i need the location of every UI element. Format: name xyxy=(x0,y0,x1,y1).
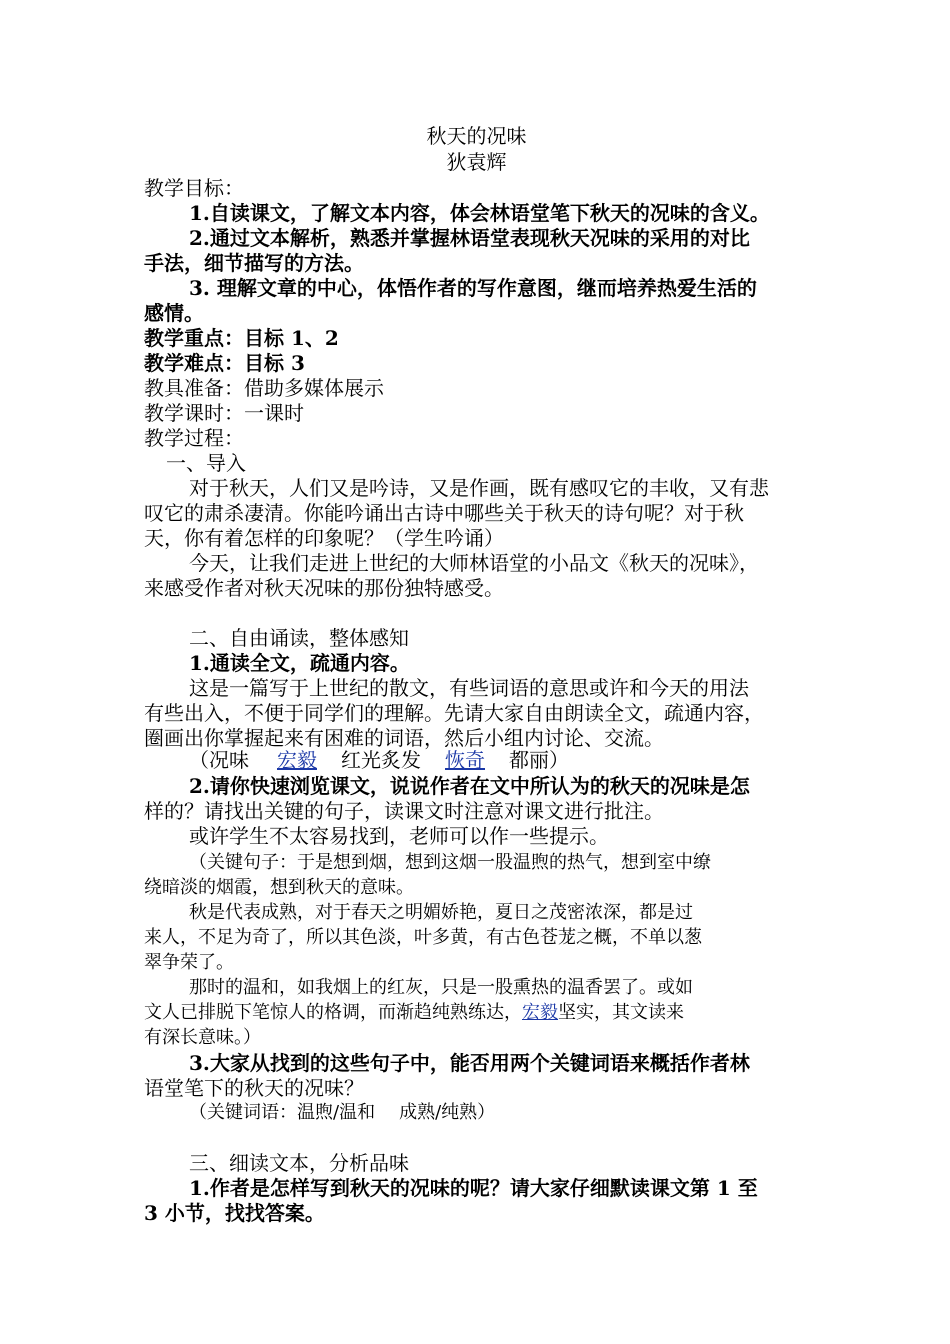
s1-paragraph-2-line-2: 来感受作者对秋天况味的那份独特感受。 xyxy=(144,576,504,600)
keywords-part-2: 成熟/纯熟） xyxy=(399,1102,496,1123)
s2-item-1: 1.通读全文，疏通内容。 xyxy=(189,651,410,675)
s1-paragraph-1-line-2: 叹它的肃杀凄清。你能吟诵出古诗中哪些关于秋天的诗句呢？对于秋 xyxy=(144,501,744,525)
quote-3-text-pre: 文人已排脱下笔惊人的格调，而渐趋纯熟练达， xyxy=(144,1002,522,1023)
s1-paragraph-1-line-3: 天，你有着怎样的印象呢？（学生吟诵） xyxy=(144,526,504,550)
s2-paragraph-line-2: 有些出入，不便于同学们的理解。先请大家自由朗读全文，疏通内容， xyxy=(144,701,764,725)
vocab-word-2: 红光炙发 xyxy=(341,748,421,772)
key-point: 教学重点：目标 1、2 xyxy=(144,326,339,350)
section-2-heading: 二、自由诵读，整体感知 xyxy=(189,626,409,650)
quote-3-line-1: 那时的温和，如我烟上的红灰，只是一股熏热的温香罢了。或如 xyxy=(189,977,693,998)
vocab-word-4: 都丽） xyxy=(509,748,569,772)
s2-paragraph-line-1: 这是一篇写于上世纪的散文，有些词语的意思或许和今天的用法 xyxy=(189,676,749,700)
quote-1-line-2: 绕暗淡的烟霞，想到秋天的意味。 xyxy=(144,877,414,898)
s2-item-3-line-2: 语堂笔下的秋天的况味？ xyxy=(144,1076,364,1100)
s3-item-1-line-1: 1.作者是怎样写到秋天的况味的呢？请大家仔细默读课文第 1 至 xyxy=(189,1176,758,1200)
s2-paragraph-line-3: 圈画出你掌握起来有困难的词语，然后小组内讨论、交流。 xyxy=(144,726,664,750)
goal-3-line-1: 3. 理解文章的中心，体悟作者的写作意图，继而培养热爱生活的 xyxy=(189,276,757,300)
process-heading: 教学过程： xyxy=(144,426,244,450)
quote-link-hongyi[interactable]: 宏毅 xyxy=(522,1002,558,1023)
goal-1: 1.自读课文，了解文本内容，体会林语堂笔下秋天的况味的含义。 xyxy=(189,201,770,225)
s1-paragraph-1-line-1: 对于秋天，人们又是吟诗，又是作画，既有感叹它的丰收，又有悲 xyxy=(189,476,769,500)
s2-item-2-line-1: 2.请你快速浏览课文，说说作者在文中所认为的秋天的况味是怎 xyxy=(189,774,750,798)
s2-item-2-line-2: 样的？请找出关键的句子，读课文时注意对课文进行批注。 xyxy=(144,799,664,823)
vocab-list xyxy=(189,747,809,773)
doc-author: 狄袁辉 xyxy=(446,150,507,174)
class-hours: 教学课时：一课时 xyxy=(144,401,304,425)
s3-item-1-line-2: 3 小节，找找答案。 xyxy=(144,1201,325,1225)
section-1-heading: 一、导入 xyxy=(166,451,246,475)
vocab-link-hongyi[interactable]: 宏毅 xyxy=(277,748,317,772)
goal-2-line-1: 2.通过文本解析，熟悉并掌握林语堂表现秋天况味的采用的对比 xyxy=(189,226,750,250)
s1-paragraph-2-line-1: 今天，让我们走进上世纪的大师林语堂的小品文《秋天的况味》， xyxy=(189,551,759,575)
vocab-open: （况味 xyxy=(189,748,249,772)
keywords-part-1: （关键词语：温煦/温和 xyxy=(189,1102,376,1123)
goal-2-line-2: 手法，细节描写的方法。 xyxy=(144,251,364,275)
quote-3-line-2 xyxy=(144,1000,809,1026)
doc-title: 秋天的况味 xyxy=(426,124,527,148)
quote-3-line-3: 有深长意味。） xyxy=(144,1027,261,1048)
difficulty: 教学难点：目标 3 xyxy=(144,351,305,375)
quote-3-text-post: 坚实，其文读来 xyxy=(558,1002,684,1023)
quote-2-line-3: 翠争荣了。 xyxy=(144,952,234,973)
teacher-hint: 或许学生不太容易找到，老师可以作一些提示。 xyxy=(189,824,609,848)
quote-2-line-2: 来人，不足为奇了，所以其色淡，叶多黄，有古色苍茏之概，不单以葱 xyxy=(144,927,702,948)
section-3-heading: 三、细读文本，分析品味 xyxy=(189,1151,409,1175)
goals-heading: 教学目标： xyxy=(144,176,244,200)
keywords-line xyxy=(189,1100,809,1126)
tools: 教具准备：借助多媒体展示 xyxy=(144,376,384,400)
goal-3-line-2: 感情。 xyxy=(144,301,204,325)
quote-1-line-1: （关键句子：于是想到烟，想到这烟一股温煦的热气，想到室中缭 xyxy=(189,852,711,873)
vocab-link-huiqi[interactable]: 恢奇 xyxy=(445,748,485,772)
s2-item-3-line-1: 3.大家从找到的这些句子中，能否用两个关键词语来概括作者林 xyxy=(189,1051,750,1075)
quote-2-line-1: 秋是代表成熟，对于春天之明媚娇艳，夏日之茂密浓深，都是过 xyxy=(189,902,693,923)
